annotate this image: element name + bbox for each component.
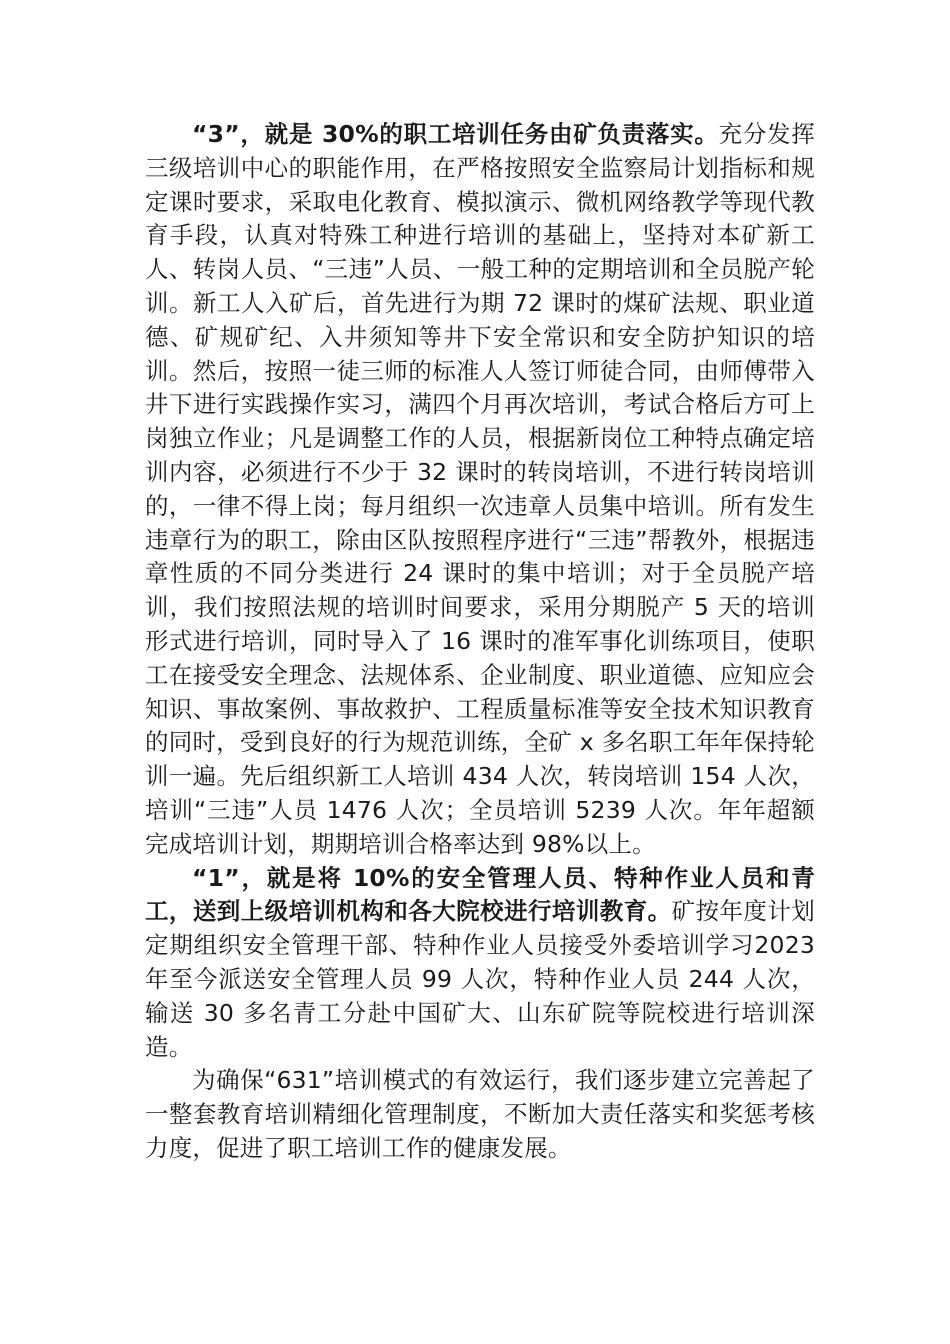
paragraph-lead: “1”，就是将 10%的安全管理人员、特种作业人员和青工，送到上级培训机构和各大院校进行培训教育。	[145, 863, 815, 926]
paragraph-training-1	[145, 862, 815, 1065]
paragraph-lead: “3”，就是 30%的职工培训任务由矿负责落实。	[192, 120, 719, 148]
paragraph-text: 为确保“631”培训模式的有效运行，我们逐步建立完善起了一整套教育培训精细化管理制度，不断加大责任落实和奖惩考核力度，促进了职工培训工作的健康发展。	[145, 1066, 815, 1162]
paragraph-text: 充分发挥三级培训中心的职能作用，在严格按照安全监察局计划指标和规定课时要求，采取电化教育、模拟演示、微机网络教学等现代教育手段，认真对特殊工种进行培训的基础上，坚持对本矿新工人、转岗人员、“三违”人员、一般工种的定期培训和全员脱产轮训。新工人入矿后，首先进行为期 72 课时的煤矿法规、职业道德、矿规矿纪、入井须知等井下安全常识和安全防护知识的培训。然后，按照一徒三师的标准人人签订师徒合同，由师傅带入井下进行实践操作实习，满四个月再次培训，考试合格后方可上岗独立作业；凡是调整工作的人员，根据新岗位工种特点确定培训内容，必须进行不少于 32 课时的转岗培训，不进行转岗培训的，一律不得上岗；每月组织一次违章人员集中培训。所有发生违章行为的职工，除由区队按照程序进行“三违”帮教外，根据违章性质的不同分类进行 24 课时的集中培训；对于全员脱产培训，我们按照法规的培训时间要求，采用分期脱产 5 天的培训形式进行培训，同时导入了 16 课时的准军事化训练项目，使职工在接受安全理念、法规体系、企业制度、职业道德、应知应会知识、事故案例、事故救护、工程质量标准等安全技术知识教育的同时，受到良好的行为规范训练，全矿 x 多名职工年年保持轮训一遍。先后组织新工人培训 434 人次，转岗培训 154 人次，培训“三违”人员 1476 人次；全员培训 5239 人次。年年超额完成培训计划，期期培训合格率达到 98%以上。	[145, 120, 815, 858]
document-body	[145, 118, 815, 1166]
paragraph-text: 矿按年度计划定期组织安全管理干部、特种作业人员接受外委培训学习2023 年至今派送安全管理人员 99 人次，特种作业人员 244 人次，输送 30 多名青工分赴中国矿大、山东矿院等院校进行培训深造。	[145, 897, 815, 1061]
paragraph-training-3	[145, 118, 815, 862]
paragraph-conclusion	[145, 1064, 815, 1165]
